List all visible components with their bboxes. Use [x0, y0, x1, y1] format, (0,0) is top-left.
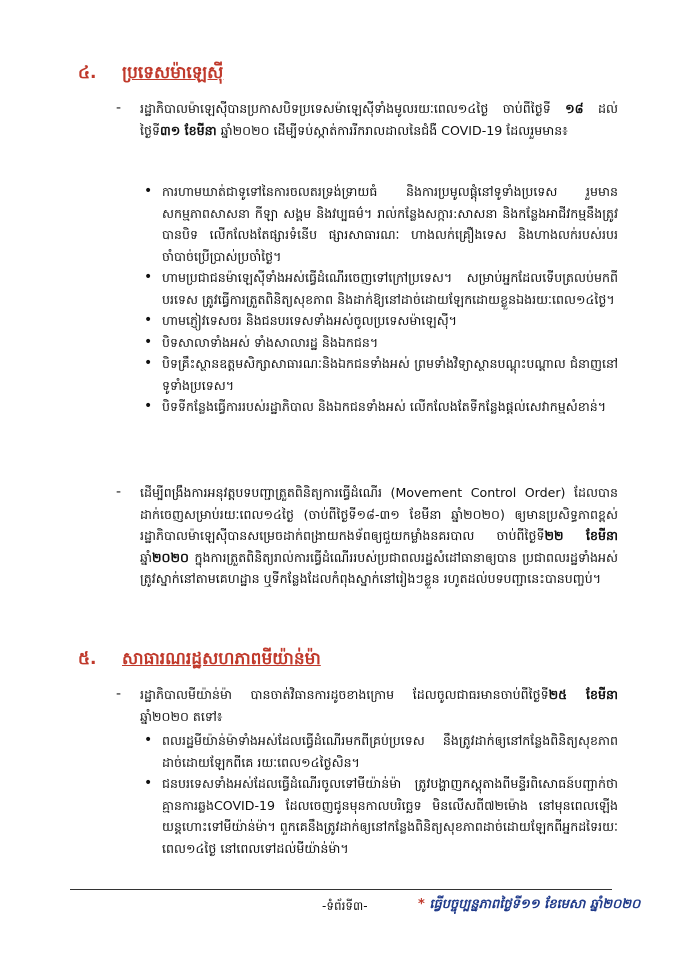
update-note	[418, 896, 640, 915]
section-4-paragraph-2: ដើម្បីពង្រឹងការអនុវត្តបទបញ្ជាត្រួតពិនិត្យការធ្វើដំណើរ (Movement Control Order) ដែលបានដាក់ចេញសម្រាប់រយៈពេល១៤ថ្ងៃ (ចាប់ពីថ្ងៃទី១៨-៣១ ខែមីនា ឆ្នាំ២០២០) ឲ្យមានប្រសិទ្ធភាពខ្ពស់ រដ្ឋាភិបាលម៉ាឡេស៊ីបានសម្រេចដាក់ពង្រាយកងទ័ពឲ្យជួយកម្លាំងនគរបាល ចាប់ពីថ្ងៃទី២២ ខែមីនា ឆ្នាំ២០២០ ក្នុងការត្រួតពិនិត្យរាល់ការធ្វើដំណើររបស់ប្រជាពលរដ្ឋសំដៅធានាឲ្យបាន ប្រជាពលរដ្ឋទាំងអស់ត្រូវស្នាក់នៅតាមគេហដ្ឋាន ឬទីកន្លែងដែលកំពុងស្នាក់នៅរៀងៗខ្លួន រហូតដល់បទបញ្ជានេះបានបញ្ចប់។	[140, 485, 618, 586]
list-item: • ពលរដ្ឋមីយ៉ាន់ម៉ាទាំងអស់ដែលធ្វើដំណើរមកពីគ្រប់ប្រទេស នឹងត្រូវដាក់ឲ្យនៅកន្លែងពិនិត្យសុខភាពដាច់ដោយឡែកពីគេ រយៈពេល១៤ថ្ងៃសិន។	[140, 730, 618, 773]
section-4-title: ប្រទេសម៉ាឡេស៊ី	[122, 63, 224, 83]
section-5-number: ៥.	[78, 649, 97, 669]
update-date-text: ធ្វើបច្ចុប្បន្នភាពថ្ងៃទី១១ ខែមេសា ឆ្នាំ២០២០	[429, 897, 641, 912]
section-4-number: ៤.	[78, 63, 97, 83]
list-item: • បិទគ្រឹះស្ថានឧត្តមសិក្សាសាធារណៈនិងឯកជនទាំងអស់ ព្រមទាំងវិទ្យាស្ថានបណ្តុះបណ្តាល ជំនាញនៅទូទាំងប្រទេស។	[140, 353, 618, 396]
list-item: • ជនបរទេសទាំងអស់ដែលធ្វើដំណើរចូលទៅមីយ៉ាន់ម៉ា ត្រូវបង្ហាញភស្តុតាងពីមន្ទីរពិសោធន៍បញ្ជាក់ថាគ្មានការឆ្លងCOVID-19 ដែលចេញជូនមុនកាលបរិច្ឆេទ មិនលើសពី៧២ម៉ោង នៅមុនពេលឡើងយន្តហោះទៅមីយ៉ាន់ម៉ា។ ពួកគេនឹងត្រូវដាក់ឲ្យនៅកន្លែងពិនិត្យសុខភាពដាច់ដោយឡែកពីអ្នកដទៃរយៈពេល១៤ថ្ងៃ នៅពេលទៅដល់មីយ៉ាន់ម៉ា។	[140, 773, 618, 859]
dash-marker: -	[116, 484, 122, 500]
list-item: • ការហាមឃាត់ជាទូទៅនៃការចលតរទ្រង់ទ្រាយធំ និងការប្រមូលផ្តុំនៅទូទាំងប្រទេស រួមមាន សកម្មភាពសាសនា កីឡា សង្គម និងវប្បធម៌។ រាល់កន្លែងសក្ការ:សាសនា និងកន្លែងអាជីវកម្មនឹងត្រូវបានបិទ លើកលែងតែផ្សារទំនើប ផ្សារសាធារណៈ ហាងលក់គ្រឿងទេស និងហាងលក់របស់របរចាំបាច់ប្រើប្រាស់ប្រចាំថ្ងៃ។	[140, 181, 618, 267]
dash-marker: -	[116, 686, 122, 702]
section-4-heading	[78, 62, 223, 87]
page-number: -ទំព័រទី៣-	[322, 899, 368, 913]
list-item: • ហាមប្រជាជនម៉ាឡេស៊ីទាំងអស់ធ្វើដំណើរចេញទៅក្រៅប្រទេស។ សម្រាប់អ្នកដែលទើបត្រលប់មកពីបរទេស ត្រូវធ្វើការត្រួតពិនិត្យសុខភាព និងដាក់ឱ្យនៅដាច់ដោយឡែកដោយខ្លួនឯងរយៈពេល១៤ថ្ងៃ។	[140, 267, 618, 310]
list-item: • បិទសាលាទាំងអស់ ទាំងសាលារដ្ឋ និងឯកជន។	[140, 332, 618, 354]
asterisk-mark: *	[418, 897, 425, 912]
list-item: • បិទទីកន្លែងធ្វើការរបស់រដ្ឋាភិបាល និងឯកជនទាំងអស់ លើកលែងតែទីកន្លែងផ្តល់សេវាកម្មសំខាន់។	[140, 396, 618, 418]
dash-marker: -	[116, 100, 122, 116]
section-5-title: សាធារណរដ្ឋសហភាពមីយ៉ាន់ម៉ា	[122, 649, 321, 669]
section-5-heading	[78, 648, 321, 673]
section-4-paragraph-1: រដ្ឋាភិបាលម៉ាឡេស៊ីបានប្រកាសបិទប្រទេសម៉ាឡេស៊ីទាំងមូលរយៈពេល១៤ថ្ងៃ ចាប់ពីថ្ងៃទី ១៨ ដល់ថ្ងៃទី៣១ ខែមីនា ឆ្នាំ២០២០ ដើម្បីទប់ស្កាត់ការរីករាលដាលនៃជំងឺ COVID-19 ដែលរួមមាន៖	[140, 101, 618, 138]
list-item: • ហាមភ្ញៀវទេសចរ និងជនបរទេសទាំងអស់ចូលប្រទេសម៉ាឡេស៊ី។	[140, 310, 618, 332]
section-5-bullet-list	[140, 730, 618, 859]
section-4-bullet-list	[140, 181, 618, 418]
section-5-paragraph-1: រដ្ឋាភិបាលមីយ៉ាន់ម៉ា បានចាត់វិធានការដូចខាងក្រោម ដែលចូលជាធរមានចាប់ពីថ្ងៃទី២៥ ខែមីនា ឆ្នាំ២០២០ តទៅ៖	[140, 687, 618, 724]
footer-divider	[70, 889, 612, 890]
